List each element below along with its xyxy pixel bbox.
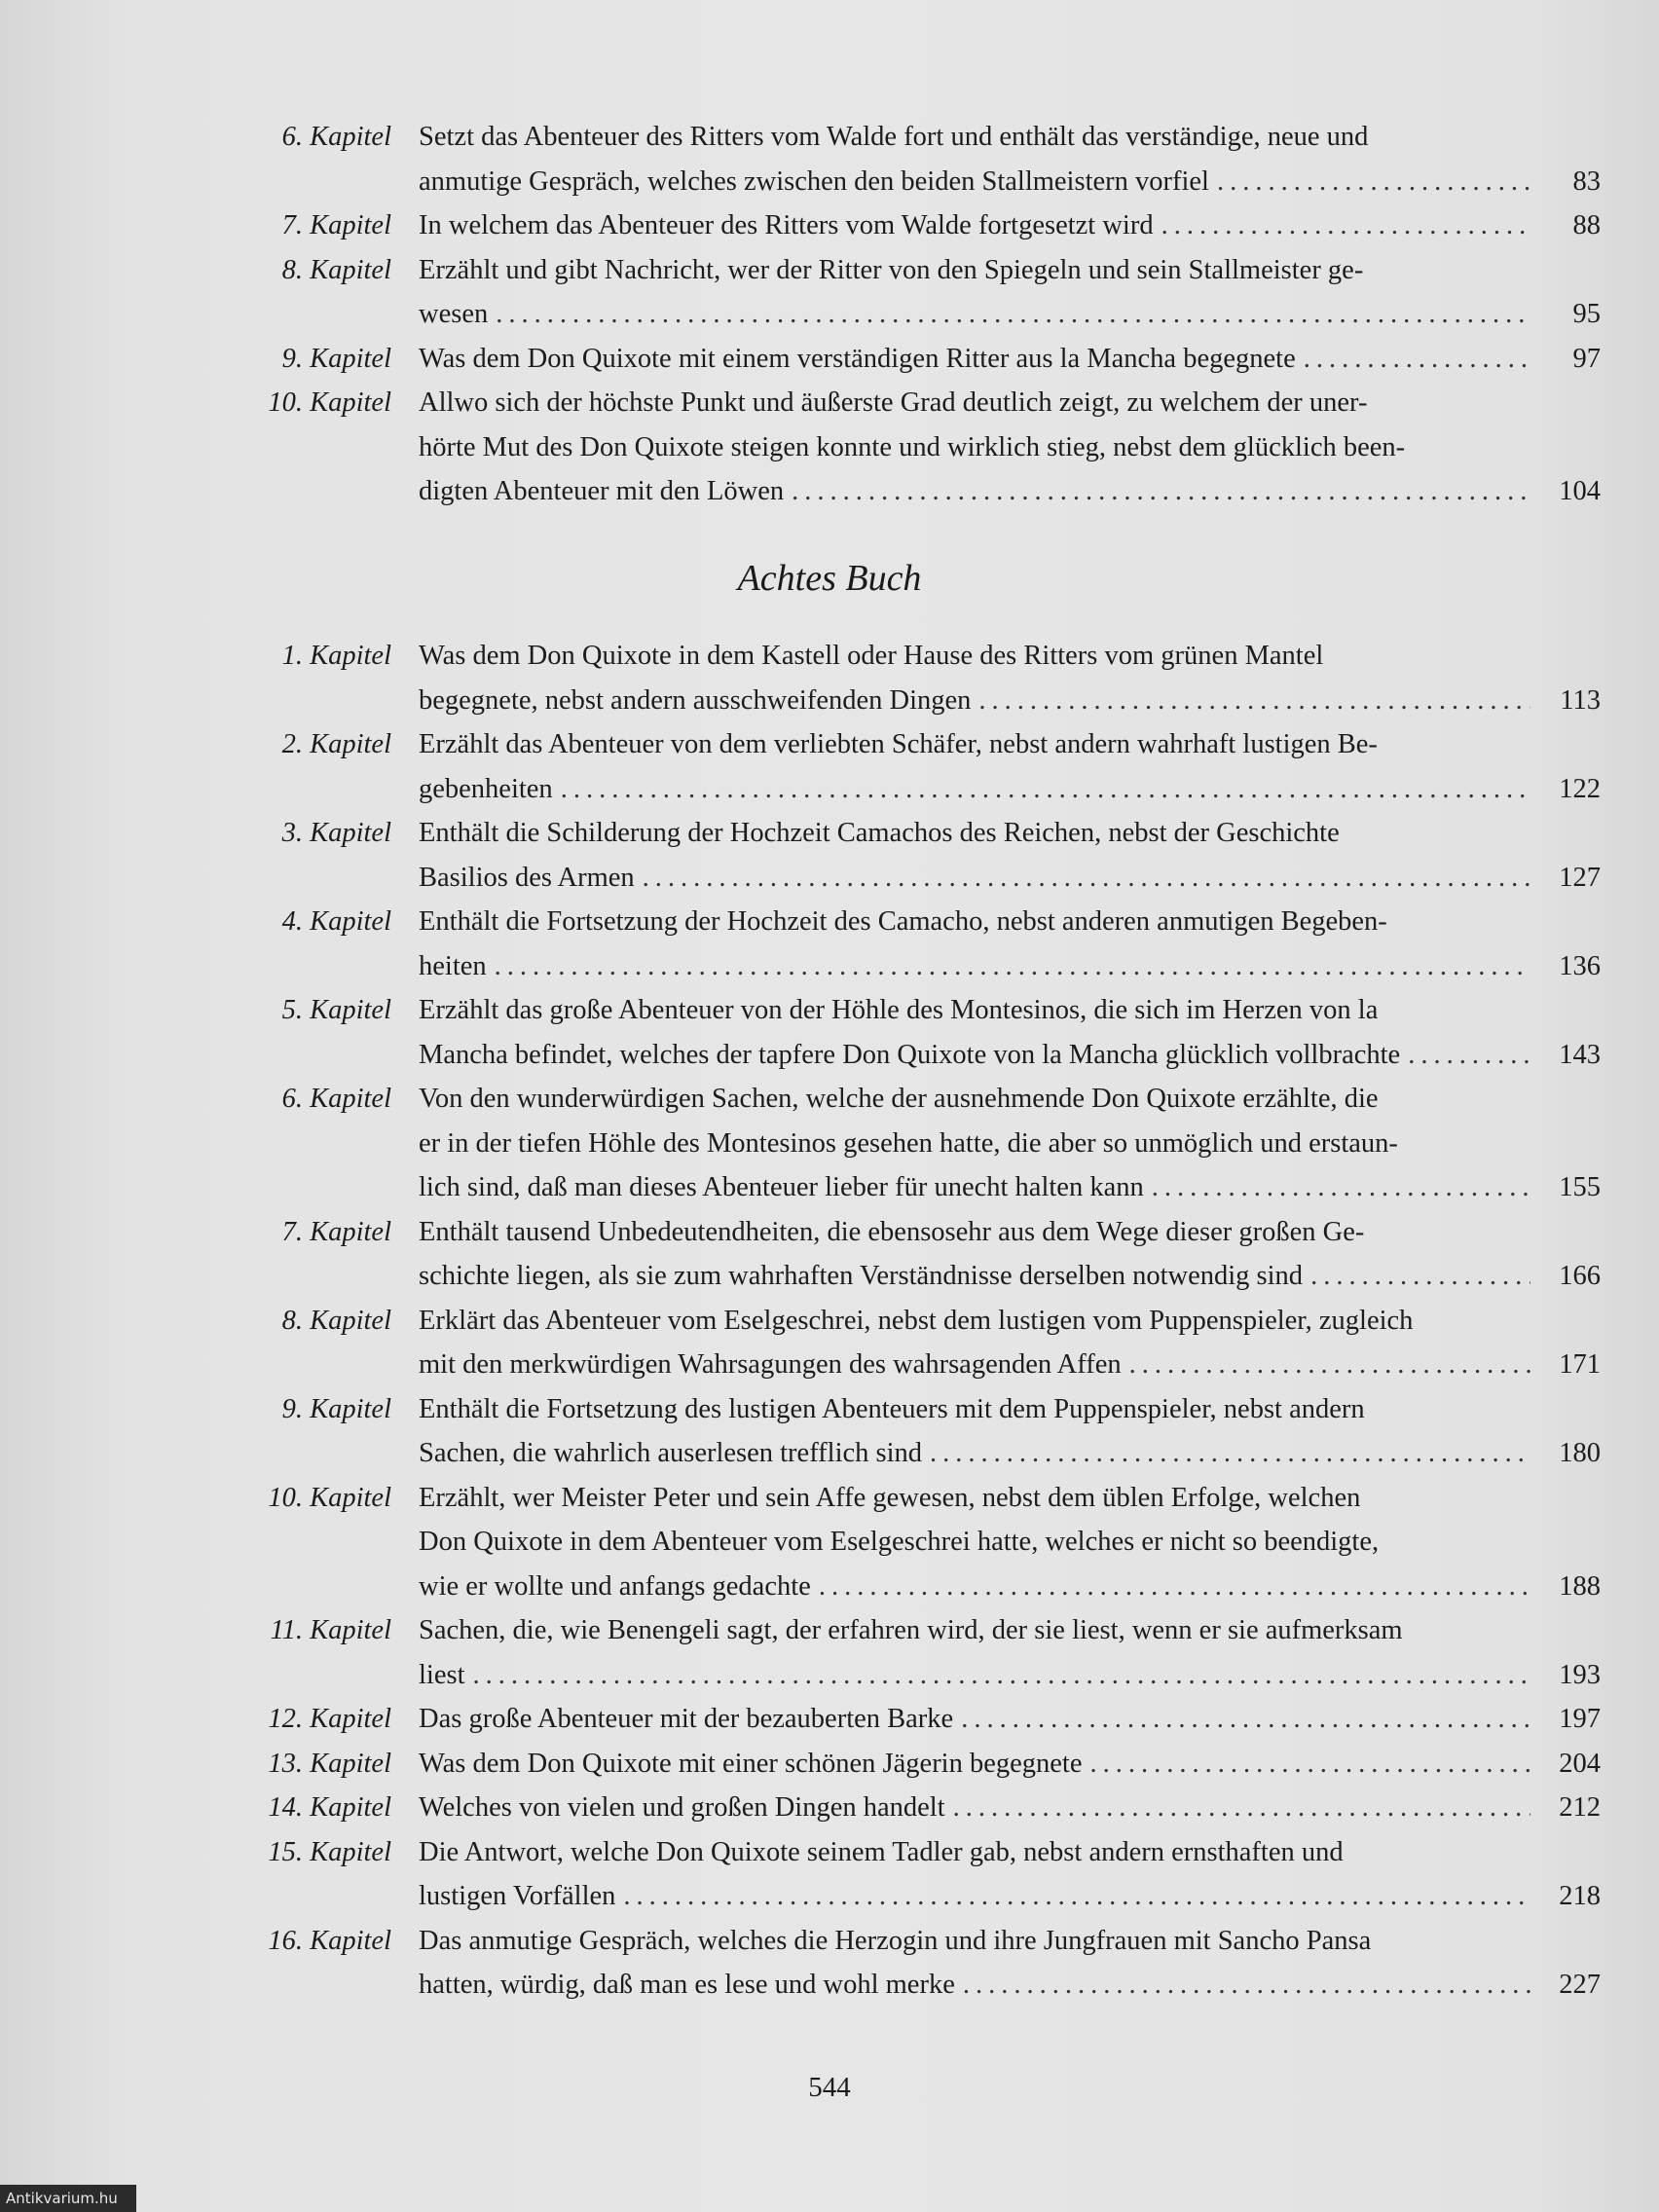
toc-entry bbox=[255, 1608, 1601, 1697]
page-ref: 136 bbox=[1559, 950, 1601, 981]
toc-entry bbox=[255, 381, 1601, 514]
page-ref: 113 bbox=[1560, 684, 1601, 716]
toc-entry bbox=[255, 811, 1601, 900]
toc-entry bbox=[255, 1919, 1601, 2008]
page-ref: 97 bbox=[1572, 343, 1601, 374]
chapter-label: 7. Kapitel bbox=[281, 210, 391, 240]
page-number: 544 bbox=[808, 2072, 851, 2103]
chapter-title-last-line bbox=[419, 1742, 1601, 1787]
toc-entry bbox=[255, 248, 1601, 337]
page-ref: 88 bbox=[1572, 210, 1601, 240]
chapter-label: 2. Kapitel bbox=[281, 729, 391, 759]
chapter-title-last-line bbox=[419, 1653, 1601, 1698]
chapter-title-last-line bbox=[419, 337, 1601, 382]
chapter-title-line: Setzt das Abenteuer des Ritters vom Walde fort und enthält das verständige, neue und bbox=[419, 122, 1369, 152]
chapter-title-last-line bbox=[419, 203, 1601, 248]
chapter-title-line: Erzählt, wer Meister Peter und sein Affe gewesen, nebst dem üblen Erfolge, welchen bbox=[419, 1482, 1361, 1513]
chapter-label: 6. Kapitel bbox=[281, 122, 391, 152]
chapter-title-line: mit den merkwürdigen Wahrsagungen des wahrsagenden Affen bbox=[419, 1349, 1122, 1380]
chapter-title-last-line bbox=[419, 767, 1601, 812]
chapter-title-last-line bbox=[419, 1963, 1601, 2008]
toc-entry bbox=[255, 115, 1601, 203]
toc-main-list bbox=[255, 634, 1601, 2008]
chapter-label: 13. Kapitel bbox=[268, 1748, 391, 1779]
chapter-title-line: lich sind, daß man dieses Abenteuer lieber für unecht halten kann bbox=[419, 1172, 1144, 1202]
chapter-title-last-line bbox=[419, 944, 1601, 989]
dot-leader bbox=[1408, 1033, 1530, 1078]
page-ref: 143 bbox=[1559, 1039, 1601, 1070]
chapter-title-line: Das anmutige Gespräch, welches die Herzogin und ihre Jungfrauen mit Sancho Pansa bbox=[419, 1925, 1372, 1956]
chapter-title-line: Was dem Don Quixote mit einer schönen Jägerin begegnete bbox=[419, 1748, 1083, 1779]
chapter-title-line: Von den wunderwürdigen Sachen, welche der ausnehmende Don Quixote erzählte, die bbox=[419, 1084, 1379, 1114]
chapter-label: 5. Kapitel bbox=[281, 995, 391, 1025]
chapter-title-last-line bbox=[419, 1165, 1601, 1210]
chapter-title-line: er in der tiefen Höhle des Montesinos gesehen hatte, die aber so unmöglich und erstaun- bbox=[419, 1127, 1398, 1159]
chapter-title-line: liest bbox=[419, 1659, 465, 1690]
page-ref: 155 bbox=[1559, 1172, 1601, 1202]
chapter-label: 1. Kapitel bbox=[281, 641, 391, 671]
dot-leader bbox=[819, 1565, 1530, 1609]
chapter-title-line: lustigen Vorfällen bbox=[419, 1881, 616, 1911]
dot-leader bbox=[1161, 203, 1530, 248]
toc-entry bbox=[255, 634, 1601, 722]
chapter-title-line: wesen bbox=[419, 299, 489, 329]
chapter-label: 6. Kapitel bbox=[281, 1084, 391, 1114]
dot-leader bbox=[953, 1786, 1530, 1830]
chapter-label: 14. Kapitel bbox=[268, 1792, 391, 1823]
page-ref: 83 bbox=[1572, 166, 1601, 197]
dot-leader bbox=[1304, 337, 1530, 382]
page-ref: 193 bbox=[1559, 1659, 1601, 1690]
chapter-title-line: gebenheiten bbox=[419, 773, 553, 804]
chapter-title-line: anmutige Gespräch, welches zwischen den beiden Stallmeistern vorfiel bbox=[419, 166, 1209, 197]
dot-leader bbox=[473, 1653, 1531, 1698]
page-ref: 166 bbox=[1559, 1261, 1601, 1291]
chapter-title-line: heiten bbox=[419, 950, 487, 981]
chapter-title-line: Erzählt und gibt Nachricht, wer der Ritter von den Spiegeln und sein Stallmeister ge- bbox=[419, 254, 1364, 285]
chapter-title-line: hatten, würdig, daß man es lese und wohl merke bbox=[419, 1970, 955, 2000]
page-ref: 212 bbox=[1559, 1792, 1601, 1823]
chapter-title-line: Enthält die Fortsetzung des lustigen Abenteuers mit dem Puppenspieler, nebst andern bbox=[419, 1393, 1365, 1424]
chapter-title-line: Erklärt das Abenteuer vom Eselgeschrei, nebst dem lustigen vom Puppenspieler, zugleich bbox=[419, 1305, 1414, 1336]
toc-entry bbox=[255, 1476, 1601, 1609]
toc-entry bbox=[255, 1387, 1601, 1476]
chapter-title-line: Enthält die Schilderung der Hochzeit Camachos des Reichen, nebst der Geschichte bbox=[419, 818, 1340, 848]
chapter-label: 10. Kapitel bbox=[268, 1482, 391, 1513]
page-ref: 227 bbox=[1559, 1970, 1601, 2000]
chapter-title-line: Allwo sich der höchste Punkt und äußerste Grad deutlich zeigt, zu welchem der uner- bbox=[419, 387, 1368, 418]
dot-leader bbox=[496, 292, 1530, 337]
chapter-title-line: wie er wollte und anfangs gedachte bbox=[419, 1570, 811, 1602]
chapter-title-line: Basilios des Armen bbox=[419, 862, 635, 893]
dot-leader bbox=[561, 767, 1530, 812]
chapter-title-line: schichte liegen, als sie zum wahrhaften Verständnisse derselben notwendig sind bbox=[419, 1261, 1304, 1291]
chapter-title-last-line bbox=[419, 1254, 1601, 1299]
chapter-label: 11. Kapitel bbox=[270, 1615, 391, 1645]
chapter-title-last-line bbox=[419, 1565, 1601, 1609]
toc-entry bbox=[255, 988, 1601, 1077]
dot-leader bbox=[495, 944, 1530, 989]
section-heading: Achtes Buch bbox=[737, 558, 922, 599]
dot-leader bbox=[1090, 1742, 1531, 1787]
page-ref: 171 bbox=[1559, 1349, 1601, 1380]
dot-leader bbox=[961, 1697, 1530, 1742]
chapter-label: 4. Kapitel bbox=[281, 906, 391, 937]
chapter-title-line: In welchem das Abenteuer des Ritters vom Walde fortgesetzt wird bbox=[419, 210, 1154, 240]
watermark: Antikvarium.hu bbox=[0, 2185, 136, 2212]
chapter-title-last-line bbox=[419, 856, 1601, 901]
toc-entry bbox=[255, 1697, 1601, 1742]
chapter-title-last-line bbox=[419, 1033, 1601, 1078]
page-ref: 218 bbox=[1559, 1881, 1601, 1911]
chapter-title-line: Sachen, die, wie Benengeli sagt, der erfahren wird, der sie liest, wenn er sie aufmerksam bbox=[419, 1615, 1403, 1645]
chapter-title-line: Welches von vielen und großen Dingen handelt bbox=[419, 1792, 945, 1823]
chapter-title-last-line bbox=[419, 1874, 1601, 1919]
chapter-title-line: Erzählt das große Abenteuer von der Höhle des Montesinos, die sich im Herzen von la bbox=[419, 995, 1379, 1025]
page-ref: 204 bbox=[1559, 1748, 1601, 1779]
dot-leader bbox=[643, 856, 1530, 901]
toc-entry bbox=[255, 900, 1601, 988]
dot-leader bbox=[792, 469, 1530, 514]
chapter-label: 15. Kapitel bbox=[268, 1836, 391, 1867]
chapter-title-last-line bbox=[419, 1786, 1601, 1830]
toc-entry bbox=[255, 1830, 1601, 1919]
chapter-label: 7. Kapitel bbox=[281, 1216, 391, 1247]
page-ref: 95 bbox=[1572, 299, 1601, 329]
chapter-label: 8. Kapitel bbox=[281, 254, 391, 285]
toc-entry bbox=[255, 1077, 1601, 1210]
chapter-title-line: Enthält tausend Unbedeutendheiten, die ebensosehr aus dem Wege dieser großen Ge- bbox=[419, 1216, 1365, 1247]
dot-leader bbox=[1217, 160, 1530, 204]
chapter-title-last-line bbox=[419, 160, 1601, 204]
toc-entry bbox=[255, 1210, 1601, 1299]
dot-leader bbox=[963, 1963, 1530, 2008]
chapter-title-line: Mancha befindet, welches der tapfere Don Quixote von la Mancha glücklich vollbrachte bbox=[419, 1039, 1401, 1070]
dot-leader bbox=[978, 679, 1530, 723]
chapter-label: 10. Kapitel bbox=[268, 387, 391, 418]
dot-leader bbox=[1152, 1165, 1530, 1210]
chapter-title-last-line bbox=[419, 469, 1601, 514]
chapter-title-line: Das große Abenteuer mit der bezauberten Barke bbox=[419, 1704, 954, 1734]
chapter-label: 16. Kapitel bbox=[268, 1925, 391, 1956]
page-ref: 188 bbox=[1559, 1570, 1601, 1602]
page-ref: 104 bbox=[1559, 476, 1601, 506]
chapter-title-line: digten Abenteuer mit den Löwen bbox=[419, 476, 785, 506]
page-ref: 127 bbox=[1559, 862, 1601, 893]
page-ref: 122 bbox=[1559, 773, 1601, 804]
chapter-title-last-line bbox=[419, 1343, 1601, 1387]
toc-entry bbox=[255, 1299, 1601, 1387]
chapter-title-line: Erzählt das Abenteuer von dem verliebten Schäfer, nebst andern wahrhaft lustigen Be- bbox=[419, 729, 1378, 759]
toc-top-list bbox=[255, 115, 1601, 514]
toc-entry bbox=[255, 203, 1601, 248]
chapter-title-last-line bbox=[419, 679, 1601, 723]
chapter-title-last-line bbox=[419, 1431, 1601, 1476]
chapter-title-line: Was dem Don Quixote mit einem verständigen Ritter aus la Mancha begegnete bbox=[419, 343, 1296, 374]
dot-leader bbox=[1310, 1254, 1530, 1299]
chapter-title-line: begegnete, nebst andern ausschweifenden Dingen bbox=[419, 684, 972, 716]
dot-leader bbox=[623, 1874, 1530, 1919]
page-ref: 180 bbox=[1559, 1438, 1601, 1468]
chapter-title-line: Die Antwort, welche Don Quixote seinem Tadler gab, nebst andern ernsthaften und bbox=[419, 1836, 1344, 1867]
toc-entry bbox=[255, 1786, 1601, 1830]
chapter-label: 9. Kapitel bbox=[281, 1393, 391, 1424]
toc-entry bbox=[255, 337, 1601, 382]
chapter-title-line: Enthält die Fortsetzung der Hochzeit des Camacho, nebst anderen anmutigen Begeben- bbox=[419, 906, 1387, 937]
chapter-title-line: hörte Mut des Don Quixote steigen konnte und wirklich stieg, nebst dem glücklich been- bbox=[419, 431, 1406, 462]
chapter-title-line: Don Quixote in dem Abenteuer vom Eselgeschrei hatte, welches er nicht so beendigte, bbox=[419, 1527, 1380, 1557]
chapter-label: 9. Kapitel bbox=[281, 343, 391, 374]
chapter-title-line: Was dem Don Quixote in dem Kastell oder Hause des Ritters vom grünen Mantel bbox=[419, 641, 1324, 671]
dot-leader bbox=[930, 1431, 1530, 1476]
chapter-label: 8. Kapitel bbox=[281, 1305, 391, 1336]
page-ref: 197 bbox=[1559, 1704, 1601, 1734]
chapter-title-line: Sachen, die wahrlich auserlesen trefflich sind bbox=[419, 1438, 923, 1468]
toc-entry bbox=[255, 722, 1601, 811]
toc-entry bbox=[255, 1742, 1601, 1787]
chapter-label: 12. Kapitel bbox=[268, 1704, 391, 1734]
dot-leader bbox=[1129, 1343, 1530, 1387]
chapter-title-last-line bbox=[419, 292, 1601, 337]
chapter-label: 3. Kapitel bbox=[281, 818, 391, 848]
chapter-title-last-line bbox=[419, 1697, 1601, 1742]
